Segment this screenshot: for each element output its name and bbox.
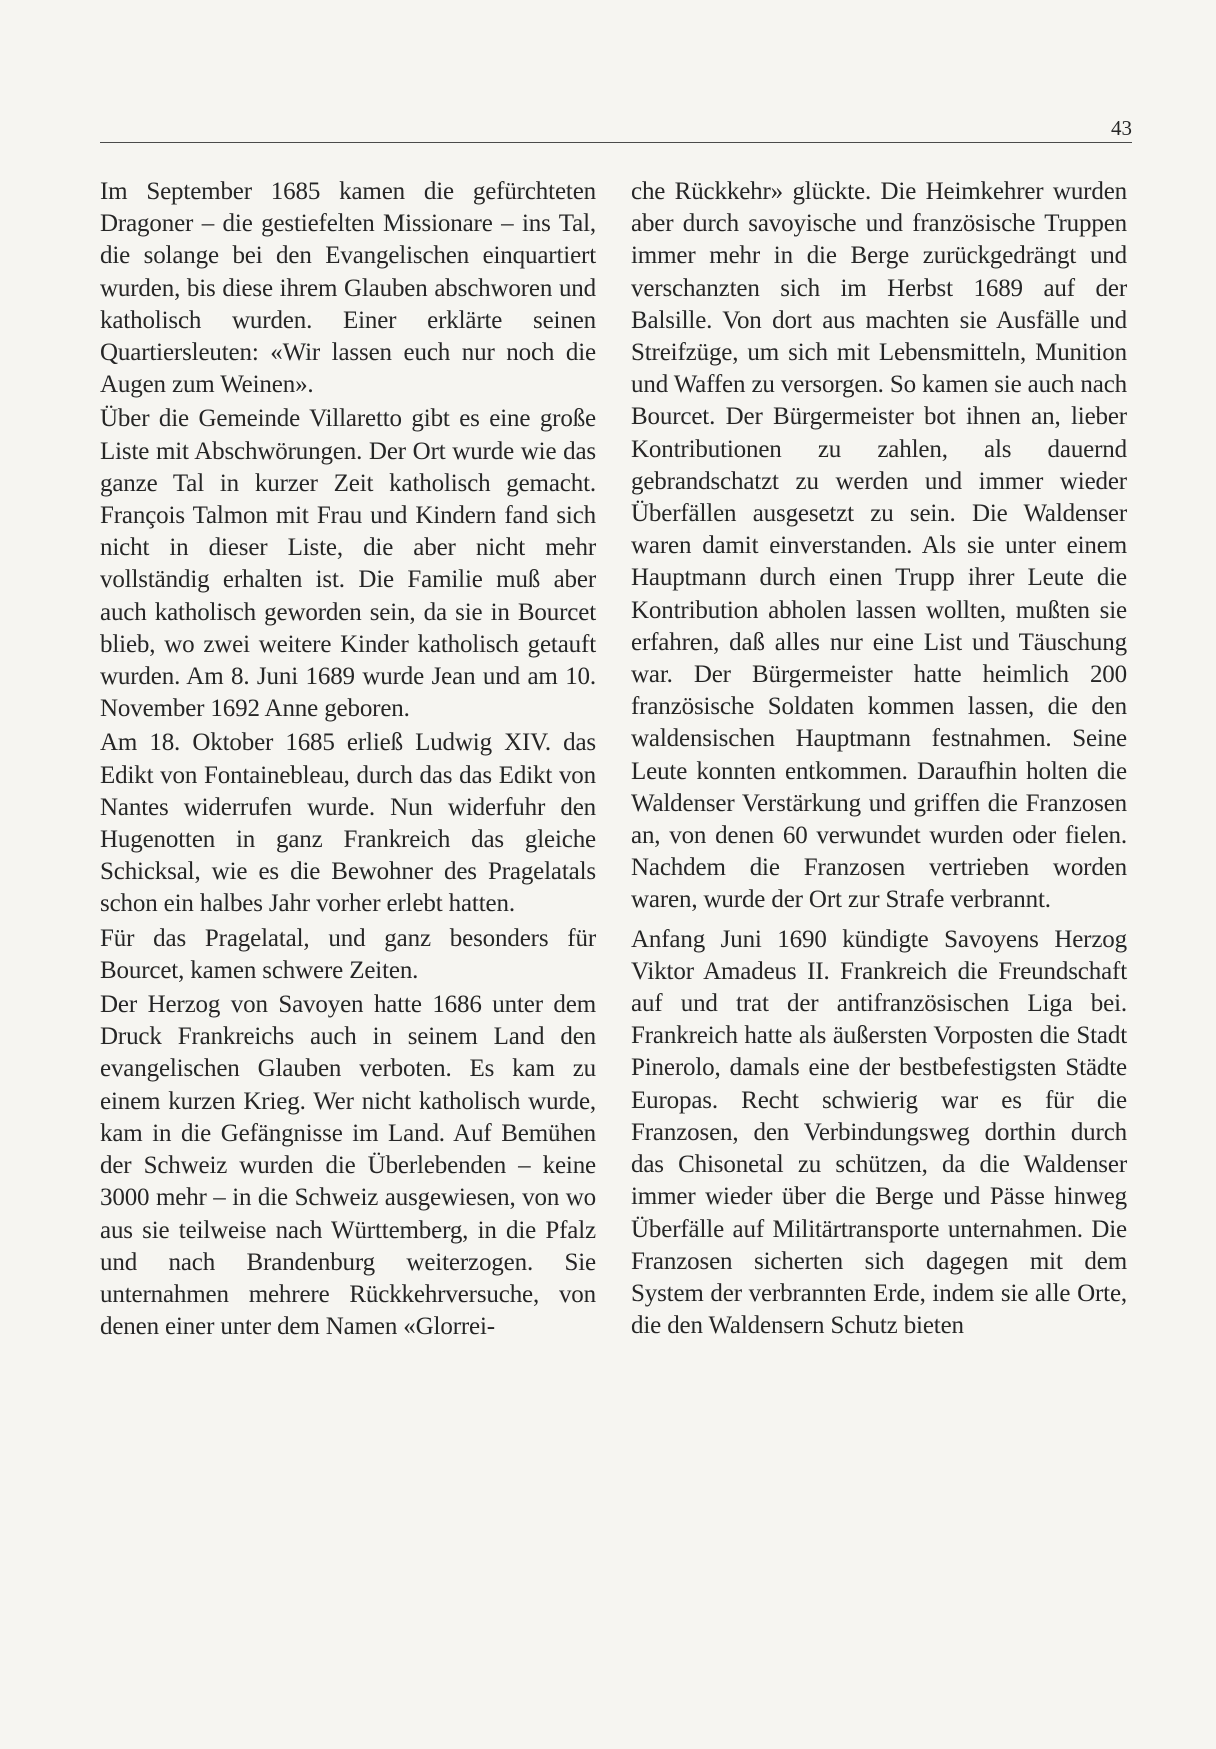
paragraph: che Rückkehr» glückte. Die Heimkehrer wurden aber durch savoyische und französische Truppen immer mehr in die Berge zurückgedrängt und verschanzten sich im Herbst 1689 auf der Balsille. Von dort aus machten sie Ausfälle und Streifzüge, um sich mit Lebensmitteln, Munition und Waffen zu versorgen. So kamen sie auch nach Bourcet. Der Bürgermeister bot ihnen an, lieber Kontributionen zu zahlen, als dauernd gebrandschatzt zu werden und immer wieder Überfällen ausgesetzt zu sein. Die Waldenser waren damit einverstanden. Als sie unter einem Hauptmann durch einen Trupp ihrer Leute die Kontribution abholen lassen wollten, mußten sie erfahren, daß alles nur eine List und Täuschung war. Der Bürgermeister hatte heimlich 200 französische Soldaten kommen lassen, die den waldensischen Hauptmann festnahmen. Seine Leute konnten entkommen. Daraufhin holten die Waldenser Verstärkung und griffen die Franzosen an, von denen 60 verwundet wurden oder fielen. Nachdem die Franzosen vertrieben worden waren, wurde der Ort zur Strafe verbrannt.: [631, 178, 1127, 914]
paragraph: Der Herzog von Savoyen hatte 1686 unter dem Druck Frankreichs auch in seinem Land den evangelischen Glauben verboten. Es kam zu einem kurzen Krieg. Wer nicht katholisch wurde, kam in die Gefängnisse im Land. Auf Bemühen der Schweiz wurden die Überlebenden – keine 3000 mehr – in die Schweiz ausgewiesen, von wo aus sie teilweise nach Württemberg, in die Pfalz und nach Brandenburg weiterzogen. Sie unternahmen mehrere Rückkehrversuche, von denen einer unter dem Namen «Glorrei-: [100, 991, 596, 1341]
header-rule: [100, 142, 1132, 143]
paragraph: Im September 1685 kamen die gefürchteten Dragoner – die gestiefelten Missionare – ins Tal, die solange bei den Evangelischen einquartiert wurden, bis diese ihrem Glauben abschworen und katholisch wurden. Einer erklärte seinen Quartiersleuten: «Wir lassen euch nur noch die Augen zum Weinen».: [100, 178, 596, 399]
left-column: [100, 176, 596, 1345]
paragraph: Am 18. Oktober 1685 erließ Ludwig XIV. das Edikt von Fontainebleau, durch das das Edikt von Nantes widerrufen wurde. Nun widerfuhr den Hugenotten in ganz Frankreich das gleiche Schicksal, wie es die Bewohner des Pragelatals schon ein halbes Jahr vorher erlebt hatten.: [100, 729, 596, 918]
paragraph: Für das Pragelatal, und ganz besonders für Bourcet, kamen schwere Zeiten.: [100, 924, 596, 984]
right-column: [631, 176, 1127, 1349]
paragraph: Anfang Juni 1690 kündigte Savoyens Herzog Viktor Amadeus II. Frankreich die Freundschaft auf und trat der antifranzösischen Liga bei. Frankreich hatte als äußersten Vorposten die Stadt Pinerolo, damals eine der bestbefestigsten Städte Europas. Recht schwierig war es für die Franzosen, den Verbindungsweg dorthin durch das Chisonetal zu schützen, da die Waldenser immer wieder über die Berge und Pässe hinweg Überfälle auf Militärtransporte unternahmen. Die Franzosen sicherten sich dagegen mit dem System der verbrannten Erde, indem sie alle Orte, die den Waldensern Schutz bieten: [631, 925, 1127, 1340]
paragraph: Über die Gemeinde Villaretto gibt es eine große Liste mit Abschwörungen. Der Ort wurde wie das ganze Tal in kurzer Zeit katholisch gemacht. François Talmon mit Frau und Kindern fand sich nicht in dieser Liste, die aber nicht mehr vollständig erhalten ist. Die Familie muß aber auch katholisch geworden sein, da sie in Bourcet blieb, wo zwei weitere Kinder katholisch getauft wurden. Am 8. Juni 1689 wurde Jean und am 10. November 1692 Anne geboren.: [100, 405, 596, 723]
page-number: 43: [1111, 116, 1132, 140]
